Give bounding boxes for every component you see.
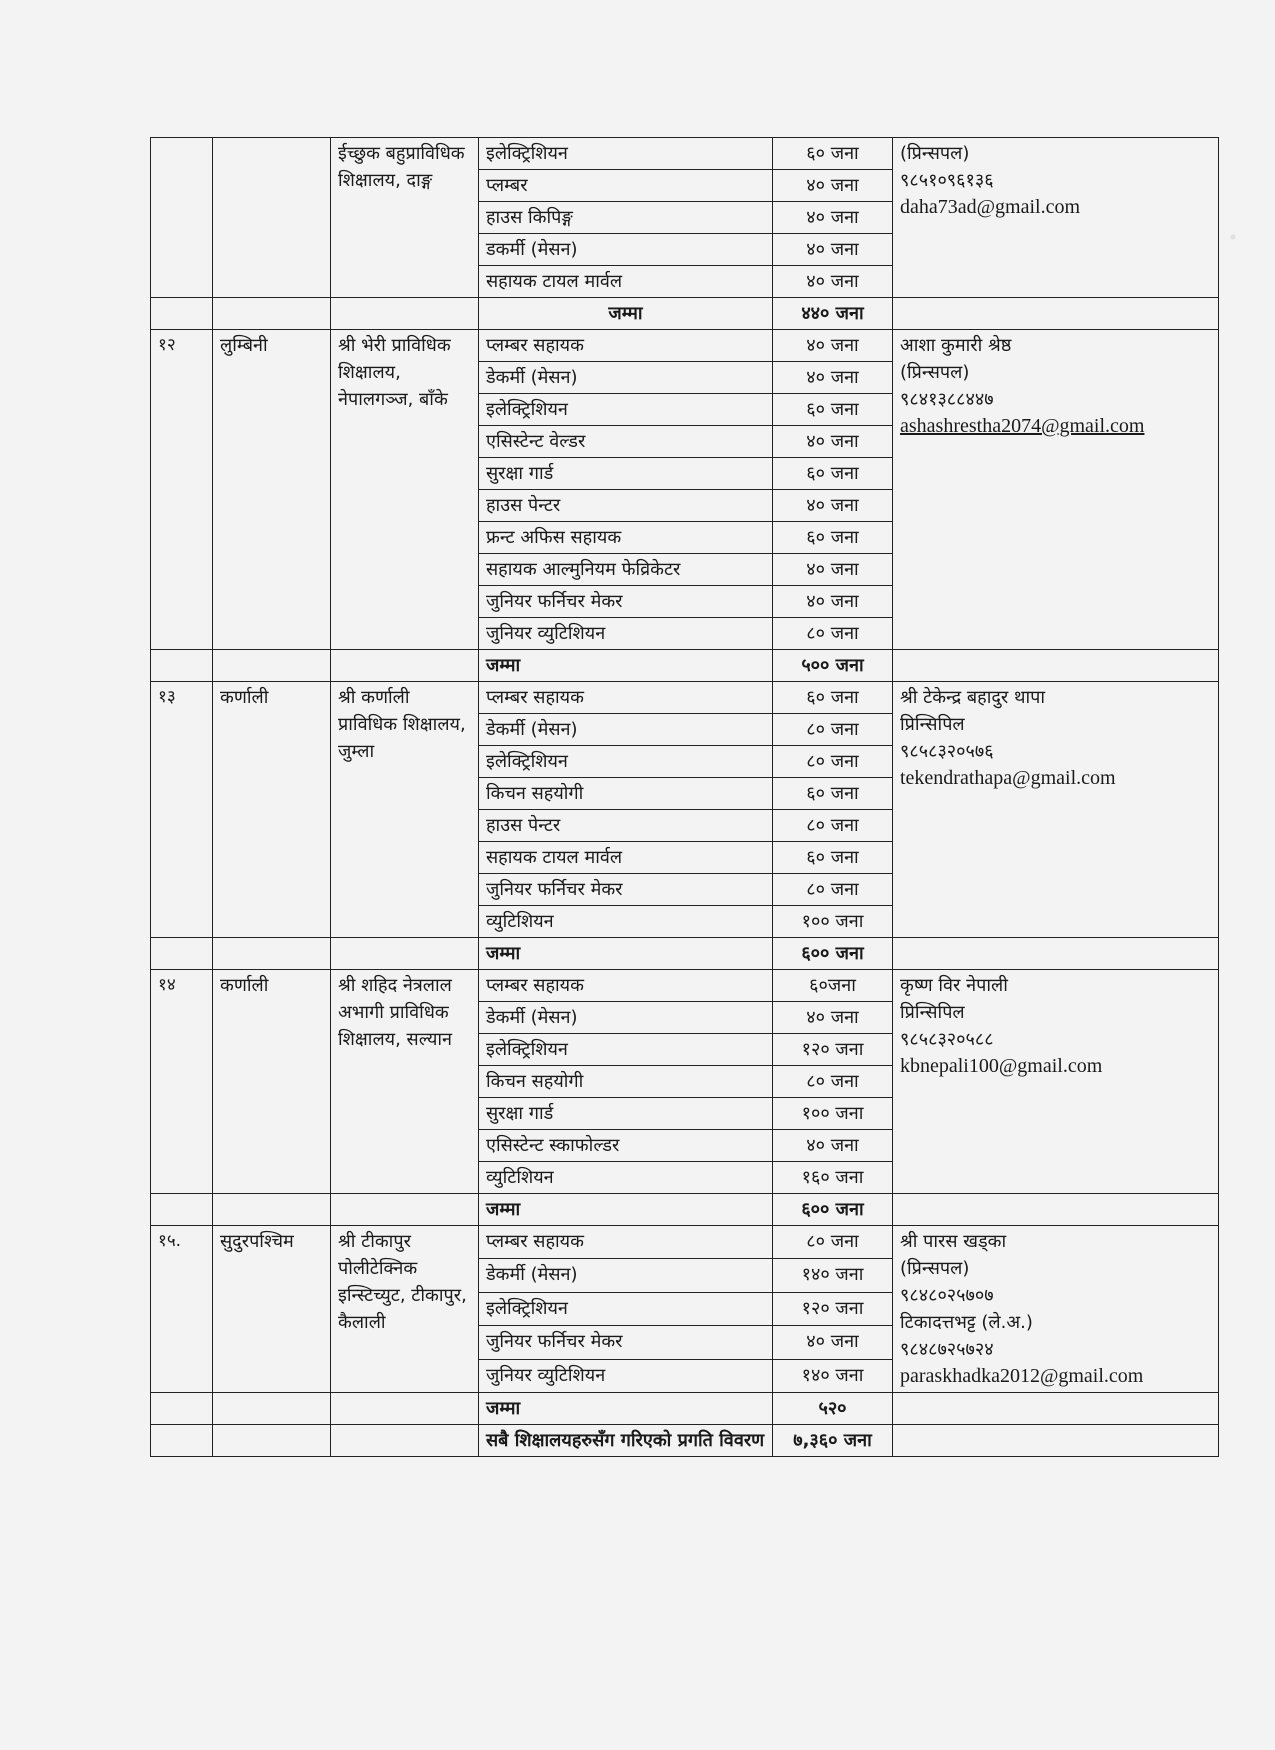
empty-cell [151,1425,213,1457]
empty-cell [331,298,479,330]
trade-name: व्युटिशियन [479,906,773,938]
grand-total-row [151,1425,1219,1457]
contact-email[interactable]: tekendrathapa@gmail.com [900,767,1116,789]
trade-name: डकर्मी (मेसन) [479,234,773,266]
table-row [151,682,1219,714]
empty-cell [893,1425,1219,1457]
institute-name: ईच्छुक बहुप्राविधिक शिक्षालय, दाङ्ग [331,138,479,298]
empty-cell [213,938,331,970]
trade-name: इलेक्ट्रिशियन [479,138,773,170]
trade-name: प्लम्बर [479,170,773,202]
contact-info [893,682,1219,938]
contact-line: प्रिन्सिपिल [900,714,965,735]
trade-count: ४० जना [773,362,893,394]
total-row [151,1393,1219,1425]
trade-count: ८० जना [773,874,893,906]
total-label: जम्मा [479,938,773,970]
contact-info [893,138,1219,298]
table-row [151,970,1219,1002]
table-row [151,138,1219,170]
trade-count: ८० जना [773,618,893,650]
trade-count: ४० जना [773,1002,893,1034]
total-label: जम्मा [479,650,773,682]
contact-line: श्री टेकेन्द्र बहादुर थापा [900,687,1046,708]
trade-name: हाउस किपिङ्ग [479,202,773,234]
total-label: जम्मा [479,1393,773,1425]
contact-email[interactable]: kbnepali100@gmail.com [900,1055,1103,1077]
province-name [213,138,331,298]
total-label: जम्मा [479,298,773,330]
trade-count: १२० जना [773,1034,893,1066]
empty-cell [331,1425,479,1457]
empty-cell [213,298,331,330]
empty-cell [151,1194,213,1226]
province-name: लुम्बिनी [213,330,331,650]
trade-name: डेकर्मी (मेसन) [479,714,773,746]
trade-count: १०० जना [773,1098,893,1130]
serial-number [151,138,213,298]
contact-line: टिकादत्तभट्ट (ले.अ.) [900,1312,1033,1333]
serial-number: १४ [151,970,213,1194]
institute-name: श्री टीकापुर पोलीटेक्निक इन्स्टिच्युट, टीकापुर, कैलाली [331,1226,479,1393]
contact-line: (प्रिन्सपल) [900,362,970,383]
trade-count: ४० जना [773,586,893,618]
trade-name: जुनियर व्युटिशियन [479,618,773,650]
trade-count: ८० जना [773,714,893,746]
trade-count: १४० जना [773,1359,893,1392]
trade-count: ६० जना [773,138,893,170]
contact-line: कृष्ण विर नेपाली [900,975,1008,996]
trade-name: प्लम्बर सहायक [479,970,773,1002]
training-progress-table [150,137,1219,1457]
empty-cell [213,650,331,682]
contact-info [893,1226,1219,1393]
contact-line: ९८५८३२०५७६ [900,741,994,762]
grand-total-label: सबै शिक्षालयहरुसँग गरिएको प्रगति विवरण [479,1425,773,1457]
trade-count: १४० जना [773,1259,893,1292]
trade-count: ६० जना [773,522,893,554]
province-name: कर्णाली [213,682,331,938]
empty-cell [213,1194,331,1226]
contact-email[interactable]: paraskhadka2012@gmail.com [900,1365,1144,1387]
empty-cell [893,938,1219,970]
trade-count: ६०जना [773,970,893,1002]
serial-number: १२ [151,330,213,650]
contact-line: (प्रिन्सपल) [900,143,970,164]
empty-cell [151,938,213,970]
trade-count: ६० जना [773,682,893,714]
trade-name: सहायक टायल मार्वल [479,266,773,298]
trade-name: किचन सहयोगी [479,1066,773,1098]
trade-count: ८० जना [773,1226,893,1259]
table-body [151,138,1219,1457]
trade-name: हाउस पेन्टर [479,490,773,522]
contact-line: ९८५८३२०५८८ [900,1029,994,1050]
trade-count: ४० जना [773,1130,893,1162]
total-row [151,938,1219,970]
contact-info [893,970,1219,1194]
trade-count: ६० जना [773,458,893,490]
grand-total-value: ७,३६० जना [773,1425,893,1457]
trade-name: सहायक आल्मुनियम फेव्रिकेटर [479,554,773,586]
trade-count: ४० जना [773,490,893,522]
province-name: सुदुरपश्चिम [213,1226,331,1393]
trade-count: १२० जना [773,1292,893,1325]
trade-count: ४० जना [773,202,893,234]
institute-name: श्री कर्णाली प्राविधिक शिक्षालय, जुम्ला [331,682,479,938]
trade-name: डेकर्मी (मेसन) [479,1259,773,1292]
trade-count: ४० जना [773,266,893,298]
empty-cell [331,650,479,682]
empty-cell [331,1194,479,1226]
contact-line: प्रिन्सिपिल [900,1002,965,1023]
empty-cell [213,1393,331,1425]
trade-name: फ्रन्ट अफिस सहायक [479,522,773,554]
empty-cell [893,298,1219,330]
total-count: ६०० जना [773,938,893,970]
total-row [151,298,1219,330]
contact-line: ९८४८०२५७०७ [900,1285,994,1306]
contact-email[interactable]: daha73ad@gmail.com [900,196,1081,218]
empty-cell [213,1425,331,1457]
contact-info [893,330,1219,650]
empty-cell [151,298,213,330]
serial-number: १३ [151,682,213,938]
trade-count: १०० जना [773,906,893,938]
trade-name: सहायक टायल मार्वल [479,842,773,874]
trade-count: ४० जना [773,426,893,458]
trade-name: इलेक्ट्रिशियन [479,1034,773,1066]
serial-number: १५. [151,1226,213,1393]
trade-name: सुरक्षा गार्ड [479,1098,773,1130]
total-row [151,650,1219,682]
empty-cell [151,1393,213,1425]
empty-cell [331,938,479,970]
trade-name: प्लम्बर सहायक [479,330,773,362]
province-name: कर्णाली [213,970,331,1194]
trade-name: किचन सहयोगी [479,778,773,810]
total-count: ६०० जना [773,1194,893,1226]
contact-line: आशा कुमारी श्रेष्ठ [900,335,1012,356]
contact-email[interactable]: ashashrestha2074@gmail.com [900,415,1145,437]
trade-count: ४० जना [773,554,893,586]
table-row [151,1226,1219,1259]
trade-count: ६० जना [773,842,893,874]
trade-name: एसिस्टेन्ट स्काफोल्डर [479,1130,773,1162]
trade-name: डेकर्मी (मेसन) [479,1002,773,1034]
contact-line: (प्रिन्सपल) [900,1258,970,1279]
trade-count: १६० जना [773,1162,893,1194]
trade-name: डेकर्मी (मेसन) [479,362,773,394]
trade-name: एसिस्टेन्ट वेल्डर [479,426,773,458]
trade-name: व्युटिशियन [479,1162,773,1194]
trade-name: इलेक्ट्रिशियन [479,1292,773,1325]
contact-line: श्री पारस खड्का [900,1231,1007,1252]
empty-cell [893,1194,1219,1226]
contact-line: ९८५१०९६१३६ [900,170,994,191]
contact-line: ९८४१३८८४४७ [900,389,994,410]
total-row [151,1194,1219,1226]
empty-cell [893,1393,1219,1425]
trade-name: जुनियर फर्निचर मेकर [479,1326,773,1359]
trade-name: प्लम्बर सहायक [479,682,773,714]
total-label: जम्मा [479,1194,773,1226]
trade-name: सुरक्षा गार्ड [479,458,773,490]
empty-cell [893,650,1219,682]
trade-count: ८० जना [773,1066,893,1098]
table-row [151,330,1219,362]
trade-name: इलेक्ट्रिशियन [479,746,773,778]
trade-name: जुनियर व्युटिशियन [479,1359,773,1392]
institute-name: श्री शहिद नेत्रलाल अभागी प्राविधिक शिक्षालय, सल्यान [331,970,479,1194]
trade-count: ६० जना [773,394,893,426]
contact-line: ९८४८७२५७२४ [900,1339,994,1360]
trade-count: ६० जना [773,778,893,810]
trade-name: जुनियर फर्निचर मेकर [479,874,773,906]
trade-count: ८० जना [773,746,893,778]
scan-speck [1222,222,1244,252]
trade-count: ८० जना [773,810,893,842]
trade-count: ४० जना [773,234,893,266]
trade-count: ४० जना [773,1326,893,1359]
trade-name: प्लम्बर सहायक [479,1226,773,1259]
trade-name: हाउस पेन्टर [479,810,773,842]
trade-name: इलेक्ट्रिशियन [479,394,773,426]
institute-name: श्री भेरी प्राविधिक शिक्षालय, नेपालगञ्ज, बाँके [331,330,479,650]
trade-count: ४० जना [773,330,893,362]
total-count: ४४० जना [773,298,893,330]
empty-cell [331,1393,479,1425]
total-count: ५२० [773,1393,893,1425]
total-count: ५०० जना [773,650,893,682]
empty-cell [151,650,213,682]
trade-count: ४० जना [773,170,893,202]
trade-name: जुनियर फर्निचर मेकर [479,586,773,618]
